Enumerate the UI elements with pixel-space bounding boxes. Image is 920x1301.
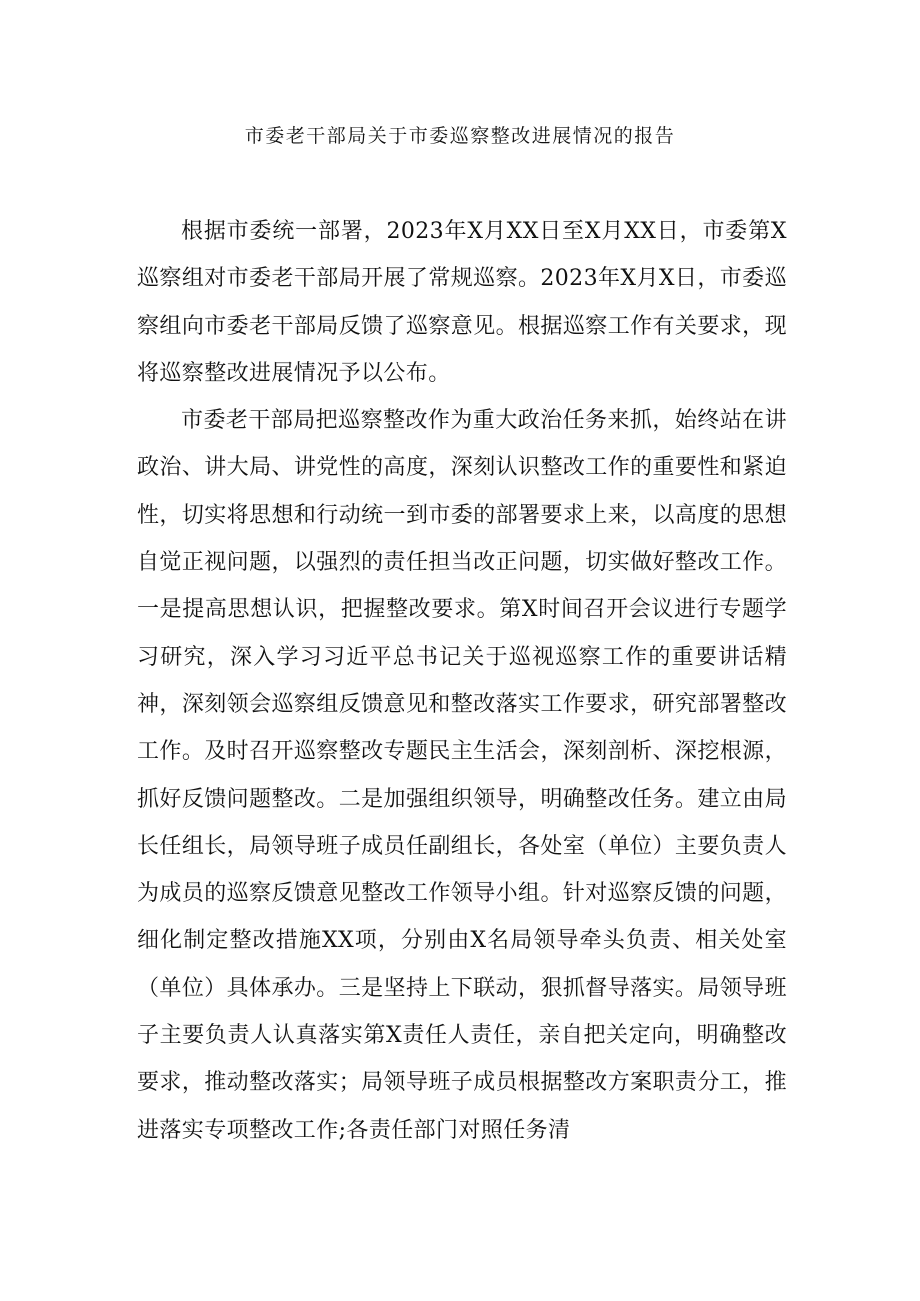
document-body xyxy=(137,208,787,1154)
document-title: 市委老干部局关于市委巡察整改进展情况的报告 xyxy=(244,125,676,147)
paragraph-intro: 根据市委统一部署，2023年X月XX日至X月XX日，市委第X巡察组对市委老干部局开展了常规巡察。2023年X月X日，市委巡察组向市委老干部局反馈了巡察意见。根据巡察工作有关要求，现将巡察整改进展情况予以公布。 xyxy=(137,219,787,386)
paragraph-rectification-work: 市委老干部局把巡察整改作为重大政治任务来抓，始终站在讲政治、讲大局、讲党性的高度，深刻认识整改工作的重要性和紧迫性，切实将思想和行动统一到市委的部署要求上来，以高度的思想自觉正视问题，以强烈的责任担当改正问题，切实做好整改工作。一是提高思想认识，把握整改要求。第X时间召开会议进行专题学习研究，深入学习习近平总书记关于巡视巡察工作的重要讲话精神，深刻领会巡察组反馈意见和整改落实工作要求，研究部署整改工作。及时召开巡察整改专题民主生活会，深刻剖析、深挖根源，抓好反馈问题整改。二是加强组织领导，明确整改任务。建立由局长任组长，局领导班子成员任副组长，各处室（单位）主要负责人为成员的巡察反馈意见整改工作领导小组。针对巡察反馈的问题，细化制定整改措施XX项，分别由X名局领导牵头负责、相关处室（单位）具体承办。三是坚持上下联动，狠抓督导落实。局领导班子主要负责人认真落实第X责任人责任，亲自把关定向，明确整改要求，推动整改落实；局领导班子成员根据整改方案职责分工，推进落实专项整改工作;各责任部门对照任务清 xyxy=(137,408,787,1143)
